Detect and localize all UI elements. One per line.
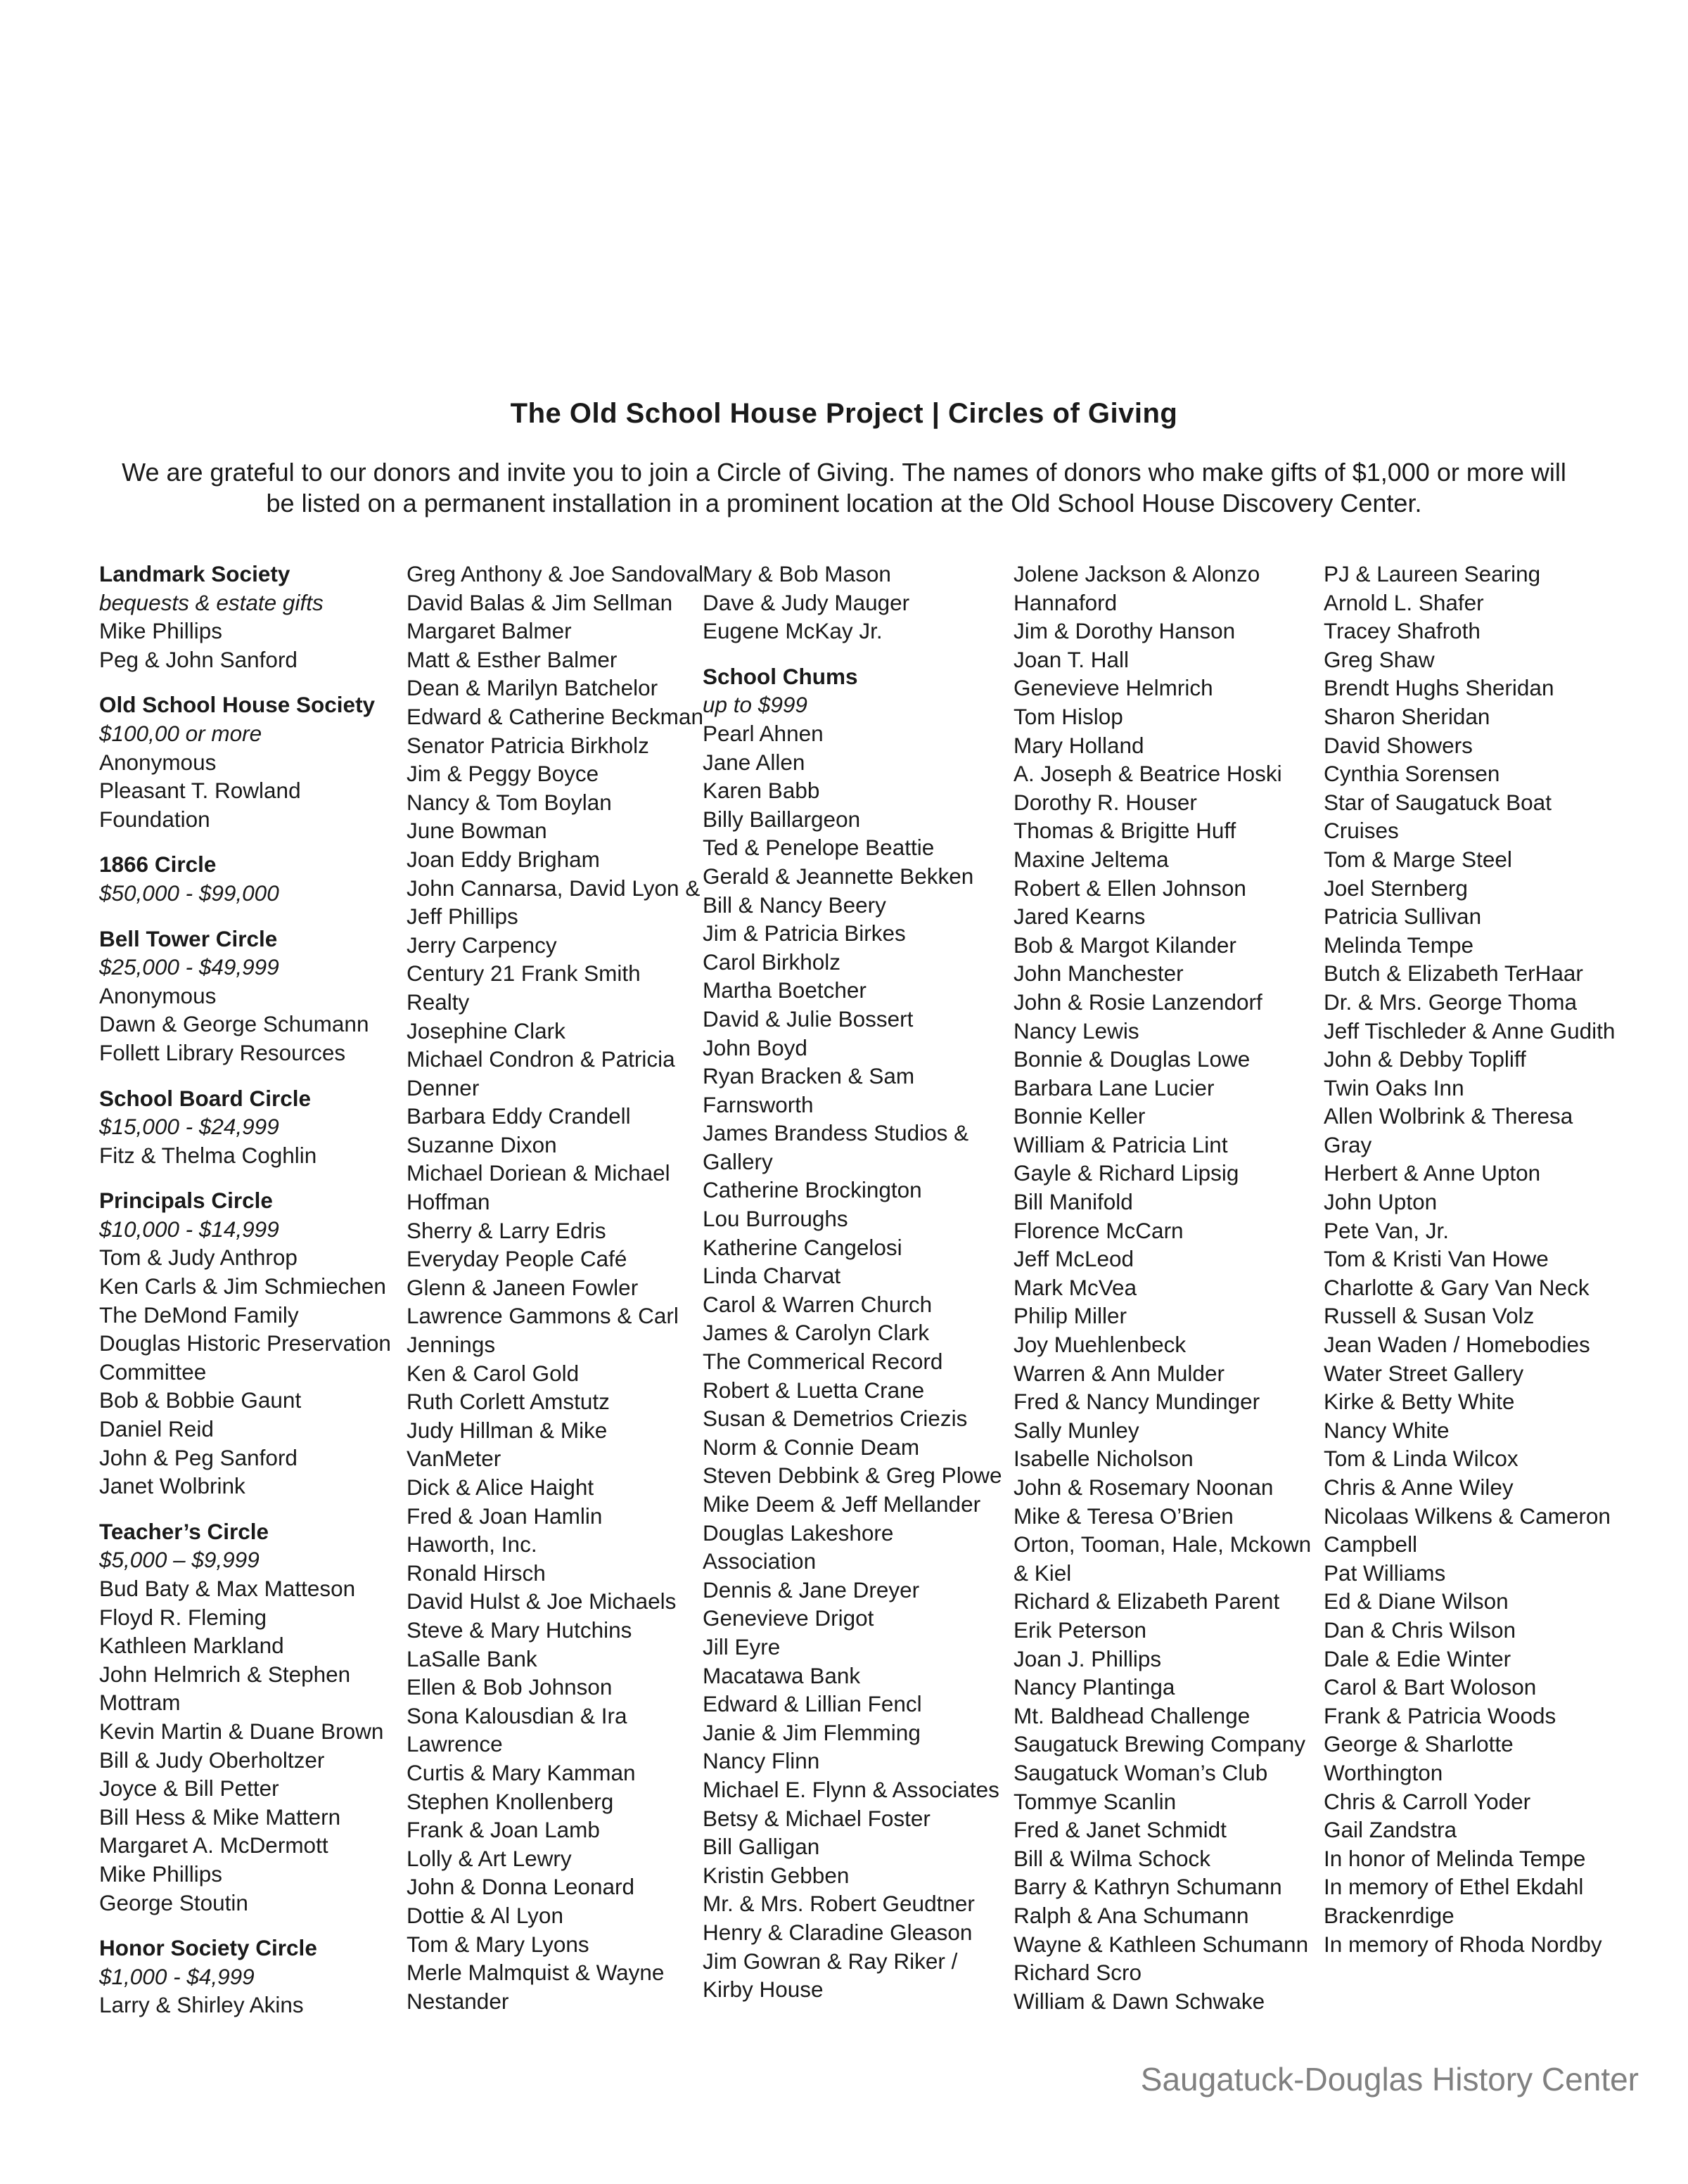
donor-name: Florence McCarn [1014, 1217, 1184, 1243]
donor-name: Allen Wolbrink & Theresa [1324, 1103, 1573, 1129]
donor-section [99, 1934, 391, 2019]
donor-name: Ellen & Bob Johnson [407, 1674, 613, 1700]
donor-name: Eugene McKay Jr. [703, 618, 883, 644]
donor-name: Bonnie & Douglas Lowe [1014, 1046, 1251, 1072]
donor-name: Frank & Joan Lamb [407, 1817, 600, 1843]
donor-name: Melinda Tempe [1324, 932, 1474, 958]
donor-name: Kevin Martin & Duane Brown [99, 1718, 384, 1744]
donor-name: Gallery [703, 1148, 773, 1174]
donor-columns [0, 560, 1688, 2036]
donor-name: Douglas Historic Preservation [99, 1330, 391, 1356]
donor-name: Frank & Patricia Woods [1324, 1702, 1556, 1728]
donor-name: Foundation [99, 806, 210, 832]
donor-name: Jim & Dorothy Hanson [1014, 618, 1236, 644]
donor-name: Suzanne Dixon [407, 1131, 557, 1157]
donor-name: Jim Gowran & Ray Riker / [703, 1948, 958, 1974]
donor-name: Nancy Flinn [703, 1748, 820, 1774]
donor-name: Mt. Baldhead Challenge [1014, 1702, 1251, 1728]
donor-name: John Manchester [1014, 961, 1184, 987]
donor-name: Jean Waden / Homebodies [1324, 1332, 1590, 1358]
donor-name: Dennis & Jane Dreyer [703, 1576, 920, 1602]
donor-name: Mottram [99, 1690, 181, 1716]
donor-column-2 [407, 560, 703, 2015]
donor-name: William & Dawn Schwake [1014, 1988, 1265, 2014]
donor-name: Warren & Ann Mulder [1014, 1360, 1225, 1386]
donor-name: Peg & John Sanford [99, 646, 298, 672]
donor-name: Mary & Bob Mason [703, 561, 891, 586]
donor-name: John Upton [1324, 1189, 1438, 1215]
donor-name: Bill Hess & Mike Mattern [99, 1804, 341, 1830]
circle-heading: Teacher’s Circle [99, 1518, 269, 1544]
donor-name: Edward & Catherine Beckman [407, 703, 703, 729]
circle-gift-range: $50,000 - $99,000 [99, 880, 279, 906]
donor-name: Jeff McLeod [1014, 1246, 1134, 1272]
donor-name: Judy Hillman & Mike [407, 1417, 608, 1443]
donor-name: Mike Deem & Jeff Mellander [703, 1491, 981, 1517]
donor-name: David Balas & Jim Sellman [407, 589, 673, 615]
donor-name: Ruth Corlett Amstutz [407, 1389, 610, 1415]
donor-name: James & Carolyn Clark [703, 1320, 930, 1346]
donor-name: Ken & Carol Gold [407, 1360, 580, 1386]
donor-name: Steven Debbink & Greg Plowe [703, 1463, 1002, 1489]
donor-name: Genevieve Drigot [703, 1605, 874, 1631]
donor-name: Anonymous [99, 982, 217, 1008]
donor-name: David Showers [1324, 732, 1473, 758]
donor-section [99, 1517, 391, 1917]
donor-name: The DeMond Family [99, 1302, 299, 1328]
donor-name: Joan J. Phillips [1014, 1645, 1162, 1671]
donor-section [99, 1084, 391, 1170]
donor-name: In honor of Melinda Tempe [1324, 1845, 1586, 1871]
donor-name: Tom & Kristi Van Howe [1324, 1246, 1549, 1272]
donor-column-1 [99, 560, 391, 2019]
donor-name: Martha Boetcher [703, 977, 867, 1003]
donor-name: Michael E. Flynn & Associates [703, 1776, 999, 1802]
donor-section [703, 560, 1002, 645]
donor-name: Jared Kearns [1014, 904, 1146, 930]
donor-name: Kirby House [703, 1977, 824, 2003]
donor-name: In memory of Rhoda Nordby [1324, 1931, 1602, 1957]
donor-name: Haworth, Inc. [407, 1531, 537, 1557]
donor-column-4 [1014, 560, 1311, 2015]
donor-name: Realty [407, 989, 470, 1015]
donor-name: Margaret Balmer [407, 618, 572, 644]
donor-name: Arnold L. Shafer [1324, 589, 1484, 615]
donor-name: Worthington [1324, 1759, 1443, 1785]
donor-name: Steve & Mary Hutchins [407, 1617, 632, 1643]
circle-heading: School Board Circle [99, 1085, 312, 1111]
donor-name: Carol & Bart Woloson [1324, 1674, 1537, 1700]
circle-gift-range: $100,00 or more [99, 720, 262, 746]
donor-name: Bill & Judy Oberholtzer [99, 1747, 325, 1773]
donor-name: Susan & Demetrios Criezis [703, 1406, 968, 1432]
donor-name: Gray [1324, 1131, 1372, 1157]
donor-name: Bill Manifold [1014, 1189, 1133, 1215]
donor-name: Cruises [1324, 818, 1399, 844]
donor-name: Barbara Lane Lucier [1014, 1074, 1215, 1100]
donor-name: Josephine Clark [407, 1017, 565, 1043]
donor-name: Catherine Brockington [703, 1177, 922, 1203]
donor-name: Jerry Carpency [407, 932, 557, 958]
donor-name: Curtis & Mary Kamman [407, 1759, 636, 1785]
donor-name: Joy Muehlenbeck [1014, 1332, 1187, 1358]
donor-name: Ken Carls & Jim Schmiechen [99, 1273, 386, 1299]
donor-name: Committee [99, 1358, 207, 1385]
donor-name: Saugatuck Woman’s Club [1014, 1759, 1268, 1785]
donor-name: Ryan Bracken & Sam [703, 1063, 915, 1089]
donor-name: Orton, Tooman, Hale, Mckown [1014, 1531, 1312, 1557]
donor-name: David Hulst & Joe Michaels [407, 1588, 677, 1614]
donor-name: Nancy & Tom Boylan [407, 789, 612, 815]
donor-name: Stephen Knollenberg [407, 1788, 614, 1814]
donor-name: Katherine Cangelosi [703, 1234, 902, 1260]
donor-column-5 [1324, 560, 1615, 1958]
donor-name: Gayle & Richard Lipsig [1014, 1160, 1239, 1186]
donor-name: James Brandess Studios & [703, 1120, 969, 1146]
donor-name: Tom & Linda Wilcox [1324, 1446, 1518, 1472]
donor-name: Bill & Wilma Schock [1014, 1845, 1211, 1871]
donor-name: Billy Baillargeon [703, 806, 861, 832]
donor-name: Joyce & Bill Petter [99, 1775, 279, 1801]
donor-name: Dan & Chris Wilson [1324, 1617, 1516, 1643]
donor-name: Lawrence Gammons & Carl [407, 1303, 679, 1329]
donor-name: David & Julie Bossert [703, 1006, 914, 1032]
donor-name: Henry & Claradine Gleason [703, 1919, 973, 1945]
donor-name: Carol & Warren Church [703, 1291, 933, 1317]
donor-name: John Helmrich & Stephen [99, 1661, 351, 1687]
donor-name: Dorothy R. Houser [1014, 789, 1197, 815]
donor-section [703, 662, 1002, 2004]
donor-name: Richard Scro [1014, 1960, 1142, 1986]
donor-name: Mike & Teresa O’Brien [1014, 1503, 1234, 1529]
circle-gift-range: $5,000 – $9,999 [99, 1547, 260, 1573]
donor-name: Gerald & Jeannette Bekken [703, 863, 974, 889]
donor-column-3 [703, 560, 1002, 2004]
circle-gift-range: $10,000 - $14,999 [99, 1216, 279, 1242]
circle-heading: School Chums [703, 663, 858, 689]
donor-name: Pleasant T. Rowland [99, 778, 301, 804]
donor-name: Herbert & Anne Upton [1324, 1160, 1541, 1186]
circle-heading: Honor Society Circle [99, 1935, 317, 1961]
donor-section [99, 925, 391, 1067]
donor-name: Gail Zandstra [1324, 1817, 1457, 1843]
donor-name: Nicolaas Wilkens & Cameron [1324, 1503, 1611, 1529]
donor-name: Jeff Phillips [407, 904, 518, 930]
donor-name: VanMeter [407, 1446, 501, 1472]
donor-name: George Stoutin [99, 1889, 248, 1915]
donor-name: Mike Phillips [99, 618, 223, 644]
donor-name: Dave & Judy Mauger [703, 589, 910, 615]
donor-section [1014, 560, 1311, 2015]
donor-name: Larry & Shirley Akins [99, 1992, 304, 2018]
donor-name: Douglas Lakeshore [703, 1520, 894, 1546]
donor-name: Robert & Luetta Crane [703, 1377, 925, 1403]
donor-name: & Kiel [1014, 1560, 1072, 1586]
donor-name: Bill & Nancy Beery [703, 892, 886, 918]
donor-name: Campbell [1324, 1531, 1418, 1557]
circle-heading: Landmark Society [99, 561, 290, 586]
donor-name: Glenn & Janeen Fowler [407, 1274, 639, 1300]
donor-name: Hoffman [407, 1189, 490, 1215]
donor-name: Star of Saugatuck Boat [1324, 789, 1552, 815]
donor-name: Tommye Scanlin [1014, 1788, 1177, 1814]
donor-name: Nancy Plantinga [1014, 1674, 1175, 1700]
donor-name: Brackenrdige [1324, 1902, 1454, 1928]
donor-name: John & Rosie Lanzendorf [1014, 989, 1262, 1015]
donor-name: Betsy & Michael Foster [703, 1805, 931, 1831]
donor-name: Barry & Kathryn Schumann [1014, 1874, 1282, 1900]
donor-name: Fred & Joan Hamlin [407, 1503, 603, 1529]
circle-gift-range: $15,000 - $24,999 [99, 1114, 279, 1140]
donor-name: Fred & Janet Schmidt [1014, 1817, 1227, 1843]
donor-name: Norm & Connie Deam [703, 1434, 920, 1460]
donor-name: William & Patricia Lint [1014, 1131, 1228, 1157]
donor-name: Pete Van, Jr. [1324, 1217, 1450, 1243]
donor-name: Dr. & Mrs. George Thoma [1324, 989, 1578, 1015]
donor-name: Greg Anthony & Joe Sandoval [407, 561, 704, 586]
donor-name: In memory of Ethel Ekdahl [1324, 1874, 1584, 1900]
donor-name: Michael Condron & Patricia [407, 1046, 675, 1072]
donor-name: Tom & Marge Steel [1324, 846, 1512, 872]
donor-name: Kristin Gebben [703, 1862, 850, 1888]
circle-heading: 1866 Circle [99, 852, 217, 878]
donor-name: Jeff Tischleder & Anne Gudith [1324, 1017, 1616, 1043]
donor-name: Erik Peterson [1014, 1617, 1147, 1643]
donor-name: Linda Charvat [703, 1263, 841, 1289]
donor-name: Bonnie Keller [1014, 1103, 1146, 1129]
circle-heading: Principals Circle [99, 1188, 273, 1214]
donor-name: Jim & Patricia Birkes [703, 920, 906, 946]
donor-name: Philip Miller [1014, 1303, 1127, 1329]
donor-name: Kirke & Betty White [1324, 1389, 1515, 1415]
donor-name: Wayne & Kathleen Schumann [1014, 1931, 1309, 1957]
donor-name: Dean & Marilyn Batchelor [407, 675, 658, 701]
donor-name: Cynthia Sorensen [1324, 761, 1500, 787]
donor-name: Dale & Edie Winter [1324, 1645, 1511, 1671]
page-title: The Old School House Project | Circles of Giving [510, 398, 1178, 429]
donor-name: Richard & Elizabeth Parent [1014, 1588, 1280, 1614]
donor-name: Margaret A. McDermott [99, 1832, 328, 1858]
donor-name: Chris & Anne Wiley [1324, 1475, 1514, 1500]
circle-gift-range: $1,000 - $4,999 [99, 1963, 255, 1989]
donor-name: Greg Shaw [1324, 646, 1435, 672]
donor-section [1324, 560, 1615, 1958]
donor-name: John Cannarsa, David Lyon & [407, 875, 701, 901]
donor-name: Janet Wolbrink [99, 1473, 245, 1499]
donor-name: Fred & Nancy Mundinger [1014, 1389, 1260, 1415]
donor-name: Twin Oaks Inn [1324, 1074, 1464, 1100]
donor-name: Jolene Jackson & Alonzo [1014, 561, 1260, 586]
donor-name: Michael Doriean & Michael [407, 1160, 670, 1186]
donor-name: Lolly & Art Lewry [407, 1845, 572, 1871]
circle-heading: Old School House Society [99, 692, 376, 718]
donor-name: Carol Birkholz [703, 949, 841, 975]
donor-name: Sally Munley [1014, 1417, 1139, 1443]
watermark-footer: Saugatuck-Douglas History Center [1140, 2061, 1639, 2098]
donor-section [99, 560, 391, 674]
donor-name: Edward & Lillian Fencl [703, 1691, 922, 1717]
donor-name: Water Street Gallery [1324, 1360, 1524, 1386]
circle-gift-range: bequests & estate gifts [99, 589, 324, 615]
donor-name: PJ & Laureen Searing [1324, 561, 1541, 586]
donor-name: Pearl Ahnen [703, 720, 824, 746]
donor-name: Jill Eyre [703, 1633, 781, 1659]
donor-name: Maxine Jeltema [1014, 846, 1169, 872]
donor-name: Patricia Sullivan [1324, 904, 1482, 930]
donor-name: LaSalle Bank [407, 1645, 537, 1671]
donor-name: The Commerical Record [703, 1349, 943, 1375]
donor-name: Nestander [407, 1988, 509, 2014]
donor-name: Mary Holland [1014, 732, 1144, 758]
donor-name: Pat Williams [1324, 1560, 1446, 1586]
donor-name: John & Debby Topliff [1324, 1046, 1526, 1072]
donor-name: Ed & Diane Wilson [1324, 1588, 1509, 1614]
circle-gift-range: up to $999 [703, 692, 807, 718]
donor-name: Farnsworth [703, 1091, 814, 1117]
donor-name: Sherry & Larry Edris [407, 1217, 606, 1243]
donor-name: June Bowman [407, 818, 547, 844]
donor-name: Fitz & Thelma Coghlin [99, 1142, 317, 1168]
donor-name: Chris & Carroll Yoder [1324, 1788, 1531, 1814]
donor-name: Tom & Mary Lyons [407, 1931, 589, 1957]
donor-name: Russell & Susan Volz [1324, 1303, 1535, 1329]
donor-name: Jim & Peggy Boyce [407, 761, 599, 787]
donor-name: Bob & Margot Kilander [1014, 932, 1236, 958]
donor-name: John Boyd [703, 1034, 807, 1060]
donor-name: A. Joseph & Beatrice Hoski [1014, 761, 1282, 787]
donor-name: Follett Library Resources [99, 1039, 346, 1065]
donor-name: Anonymous [99, 749, 217, 775]
donor-name: Karen Babb [703, 778, 820, 804]
donor-name: Floyd R. Fleming [99, 1604, 267, 1630]
circle-gift-range: $25,000 - $49,999 [99, 954, 279, 980]
donor-name: Ronald Hirsch [407, 1560, 546, 1586]
donor-name: Charlotte & Gary Van Neck [1324, 1274, 1590, 1300]
donor-name: Sharon Sheridan [1324, 703, 1490, 729]
donor-name: Brendt Hughs Sheridan [1324, 675, 1554, 701]
donor-name: Joan Eddy Brigham [407, 846, 600, 872]
donor-name: Senator Patricia Birkholz [407, 732, 649, 758]
donor-name: John & Donna Leonard [407, 1874, 634, 1900]
donor-name: Mark McVea [1014, 1274, 1137, 1300]
donor-name: Genevieve Helmrich [1014, 675, 1213, 701]
donor-name: Denner [407, 1074, 480, 1100]
donor-name: John & Rosemary Noonan [1014, 1475, 1274, 1500]
donor-name: Sona Kalousdian & Ira [407, 1702, 627, 1728]
donor-name: Barbara Eddy Crandell [407, 1103, 631, 1129]
donor-name: Bud Baty & Max Matteson [99, 1576, 356, 1601]
donor-name: Merle Malmquist & Wayne [407, 1960, 665, 1986]
donor-name: Joan T. Hall [1014, 646, 1130, 672]
donor-name: Jane Allen [703, 749, 805, 775]
donor-name: George & Sharlotte [1324, 1731, 1514, 1757]
donor-name: Jennings [407, 1332, 496, 1358]
donor-name: Janie & Jim Flemming [703, 1719, 921, 1745]
donor-name: Robert & Ellen Johnson [1014, 875, 1246, 901]
donor-name: Joel Sternberg [1324, 875, 1468, 901]
donor-name: Kathleen Markland [99, 1633, 284, 1659]
intro-paragraph: We are grateful to our donors and invite you to join a Circle of Giving. The names of donors who make gifts of $1,000 or more will be listed on a permanent installation in a prominent location at the Old School House Discovery Center. [122, 458, 1566, 518]
donor-name: John & Peg Sanford [99, 1444, 298, 1470]
donor-name: Butch & Elizabeth TerHaar [1324, 961, 1583, 987]
donor-name: Nancy Lewis [1014, 1017, 1139, 1043]
donor-name: Tom & Judy Anthrop [99, 1245, 298, 1271]
donor-name: Bob & Bobbie Gaunt [99, 1387, 302, 1413]
donor-name: Ralph & Ana Schumann [1014, 1902, 1249, 1928]
donor-name: Association [703, 1548, 817, 1574]
donor-name: Hannaford [1014, 589, 1118, 615]
donor-name: Mike Phillips [99, 1861, 223, 1887]
donor-name: Isabelle Nicholson [1014, 1446, 1194, 1472]
donor-name: Saugatuck Brewing Company [1014, 1731, 1305, 1757]
donor-name: Thomas & Brigitte Huff [1014, 818, 1236, 844]
donor-name: Matt & Esther Balmer [407, 646, 618, 672]
donor-section [99, 850, 391, 907]
donor-name: Tom Hislop [1014, 703, 1123, 729]
donor-name: Dawn & George Schumann [99, 1011, 369, 1037]
donor-name: Lou Burroughs [703, 1206, 848, 1232]
circle-heading: Bell Tower Circle [99, 925, 278, 951]
donor-name: Century 21 Frank Smith [407, 961, 641, 987]
donor-name: Everyday People Café [407, 1246, 627, 1272]
donor-name: Bill Galligan [703, 1834, 820, 1860]
donor-section [407, 560, 703, 2015]
donor-name: Nancy White [1324, 1417, 1450, 1443]
donor-name: Tracey Shafroth [1324, 618, 1481, 644]
donor-name: Daniel Reid [99, 1416, 214, 1442]
donor-name: Dick & Alice Haight [407, 1475, 594, 1500]
donor-name: Lawrence [407, 1731, 503, 1757]
donor-name: Macatawa Bank [703, 1662, 861, 1688]
donor-section [99, 690, 391, 833]
donor-name: Dottie & Al Lyon [407, 1902, 563, 1928]
donor-name: Mr. & Mrs. Robert Geudtner [703, 1891, 975, 1917]
donor-name: Ted & Penelope Beattie [703, 835, 935, 861]
donor-section [99, 1186, 391, 1501]
